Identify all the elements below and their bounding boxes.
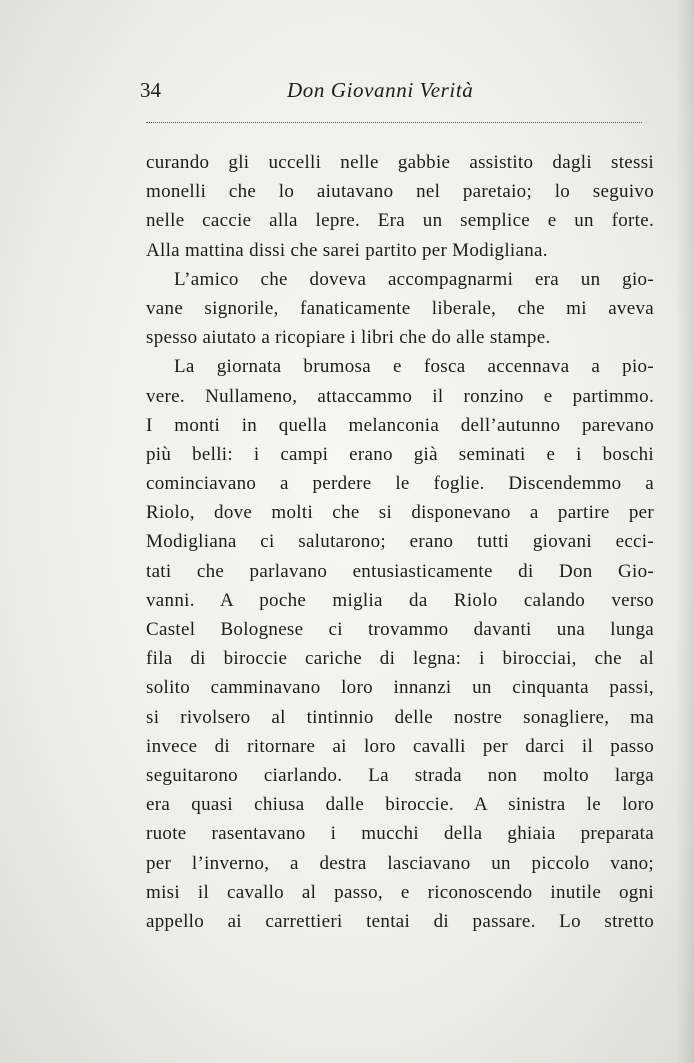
running-title: Don Giovanni Verità <box>287 78 474 102</box>
text-line: per l’inverno, a destra lasciavano un piccolo vano; <box>146 852 654 874</box>
text-line: ruote rasentavano i mucchi della ghiaia preparata <box>146 823 654 845</box>
text-line: tati che parlavano entusiasticamente di Don Gio- <box>146 560 654 582</box>
text-line: cominciavano a perdere le foglie. Discendemmo a <box>146 473 654 495</box>
text-line: vere. Nullameno, attaccammo il ronzino e partimmo. <box>146 385 654 407</box>
text-line: Alla mattina dissi che sarei partito per Modigliana. <box>146 239 548 261</box>
text-line: vanni. A poche miglia da Riolo calando verso <box>146 589 654 611</box>
text-line: seguitarono ciarlando. La strada non molto larga <box>146 764 654 786</box>
text-line: nelle caccie alla lepre. Era un semplice e un forte. <box>146 210 654 232</box>
text-line: spesso aiutato a ricopiare i libri che do alle stampe. <box>146 327 551 349</box>
page-number: 34 <box>140 78 161 102</box>
text-line: curando gli uccelli nelle gabbie assistito dagli stessi <box>146 152 654 173</box>
body-text <box>146 148 654 936</box>
text-line: La giornata brumosa e fosca accennava a pio- <box>174 356 654 378</box>
text-line: vane signorile, fanaticamente liberale, che mi aveva <box>146 297 654 319</box>
text-line: era quasi chiusa dalle biroccie. A sinistra le loro <box>146 794 654 816</box>
text-line: si rivolsero al tintinnio delle nostre sonagliere, ma <box>146 706 654 728</box>
text-line: monelli che lo aiutavano nel paretaio; lo seguivo <box>146 181 654 203</box>
text-line: solito camminavano loro innanzi un cinquanta passi, <box>146 677 654 699</box>
text-line: I monti in quella melanconia dell’autunno parevano <box>146 414 654 436</box>
text-line: più belli: i campi erano già seminati e i boschi <box>146 443 654 465</box>
text-line: appello ai carrettieri tentai di passare. Lo stretto <box>146 910 654 932</box>
text-line: L’amico che doveva accompagnarmi era un gio- <box>174 268 654 290</box>
page-header <box>140 78 660 108</box>
text-line: invece di ritornare ai loro cavalli per darci il passo <box>146 735 654 757</box>
text-line: fila di biroccie cariche di legna: i birocciai, che al <box>146 648 654 670</box>
text-line: Modigliana ci salutarono; erano tutti giovani ecci- <box>146 531 654 553</box>
page-edge-shadow <box>676 0 694 1063</box>
text-line: misi il cavallo al passo, e riconoscendo inutile ogni <box>146 881 654 903</box>
text-line: Castel Bolognese ci trovammo davanti una lunga <box>146 619 654 640</box>
header-divider <box>146 122 642 123</box>
text-line: Riolo, dove molti che si disponevano a partire per <box>146 502 654 524</box>
